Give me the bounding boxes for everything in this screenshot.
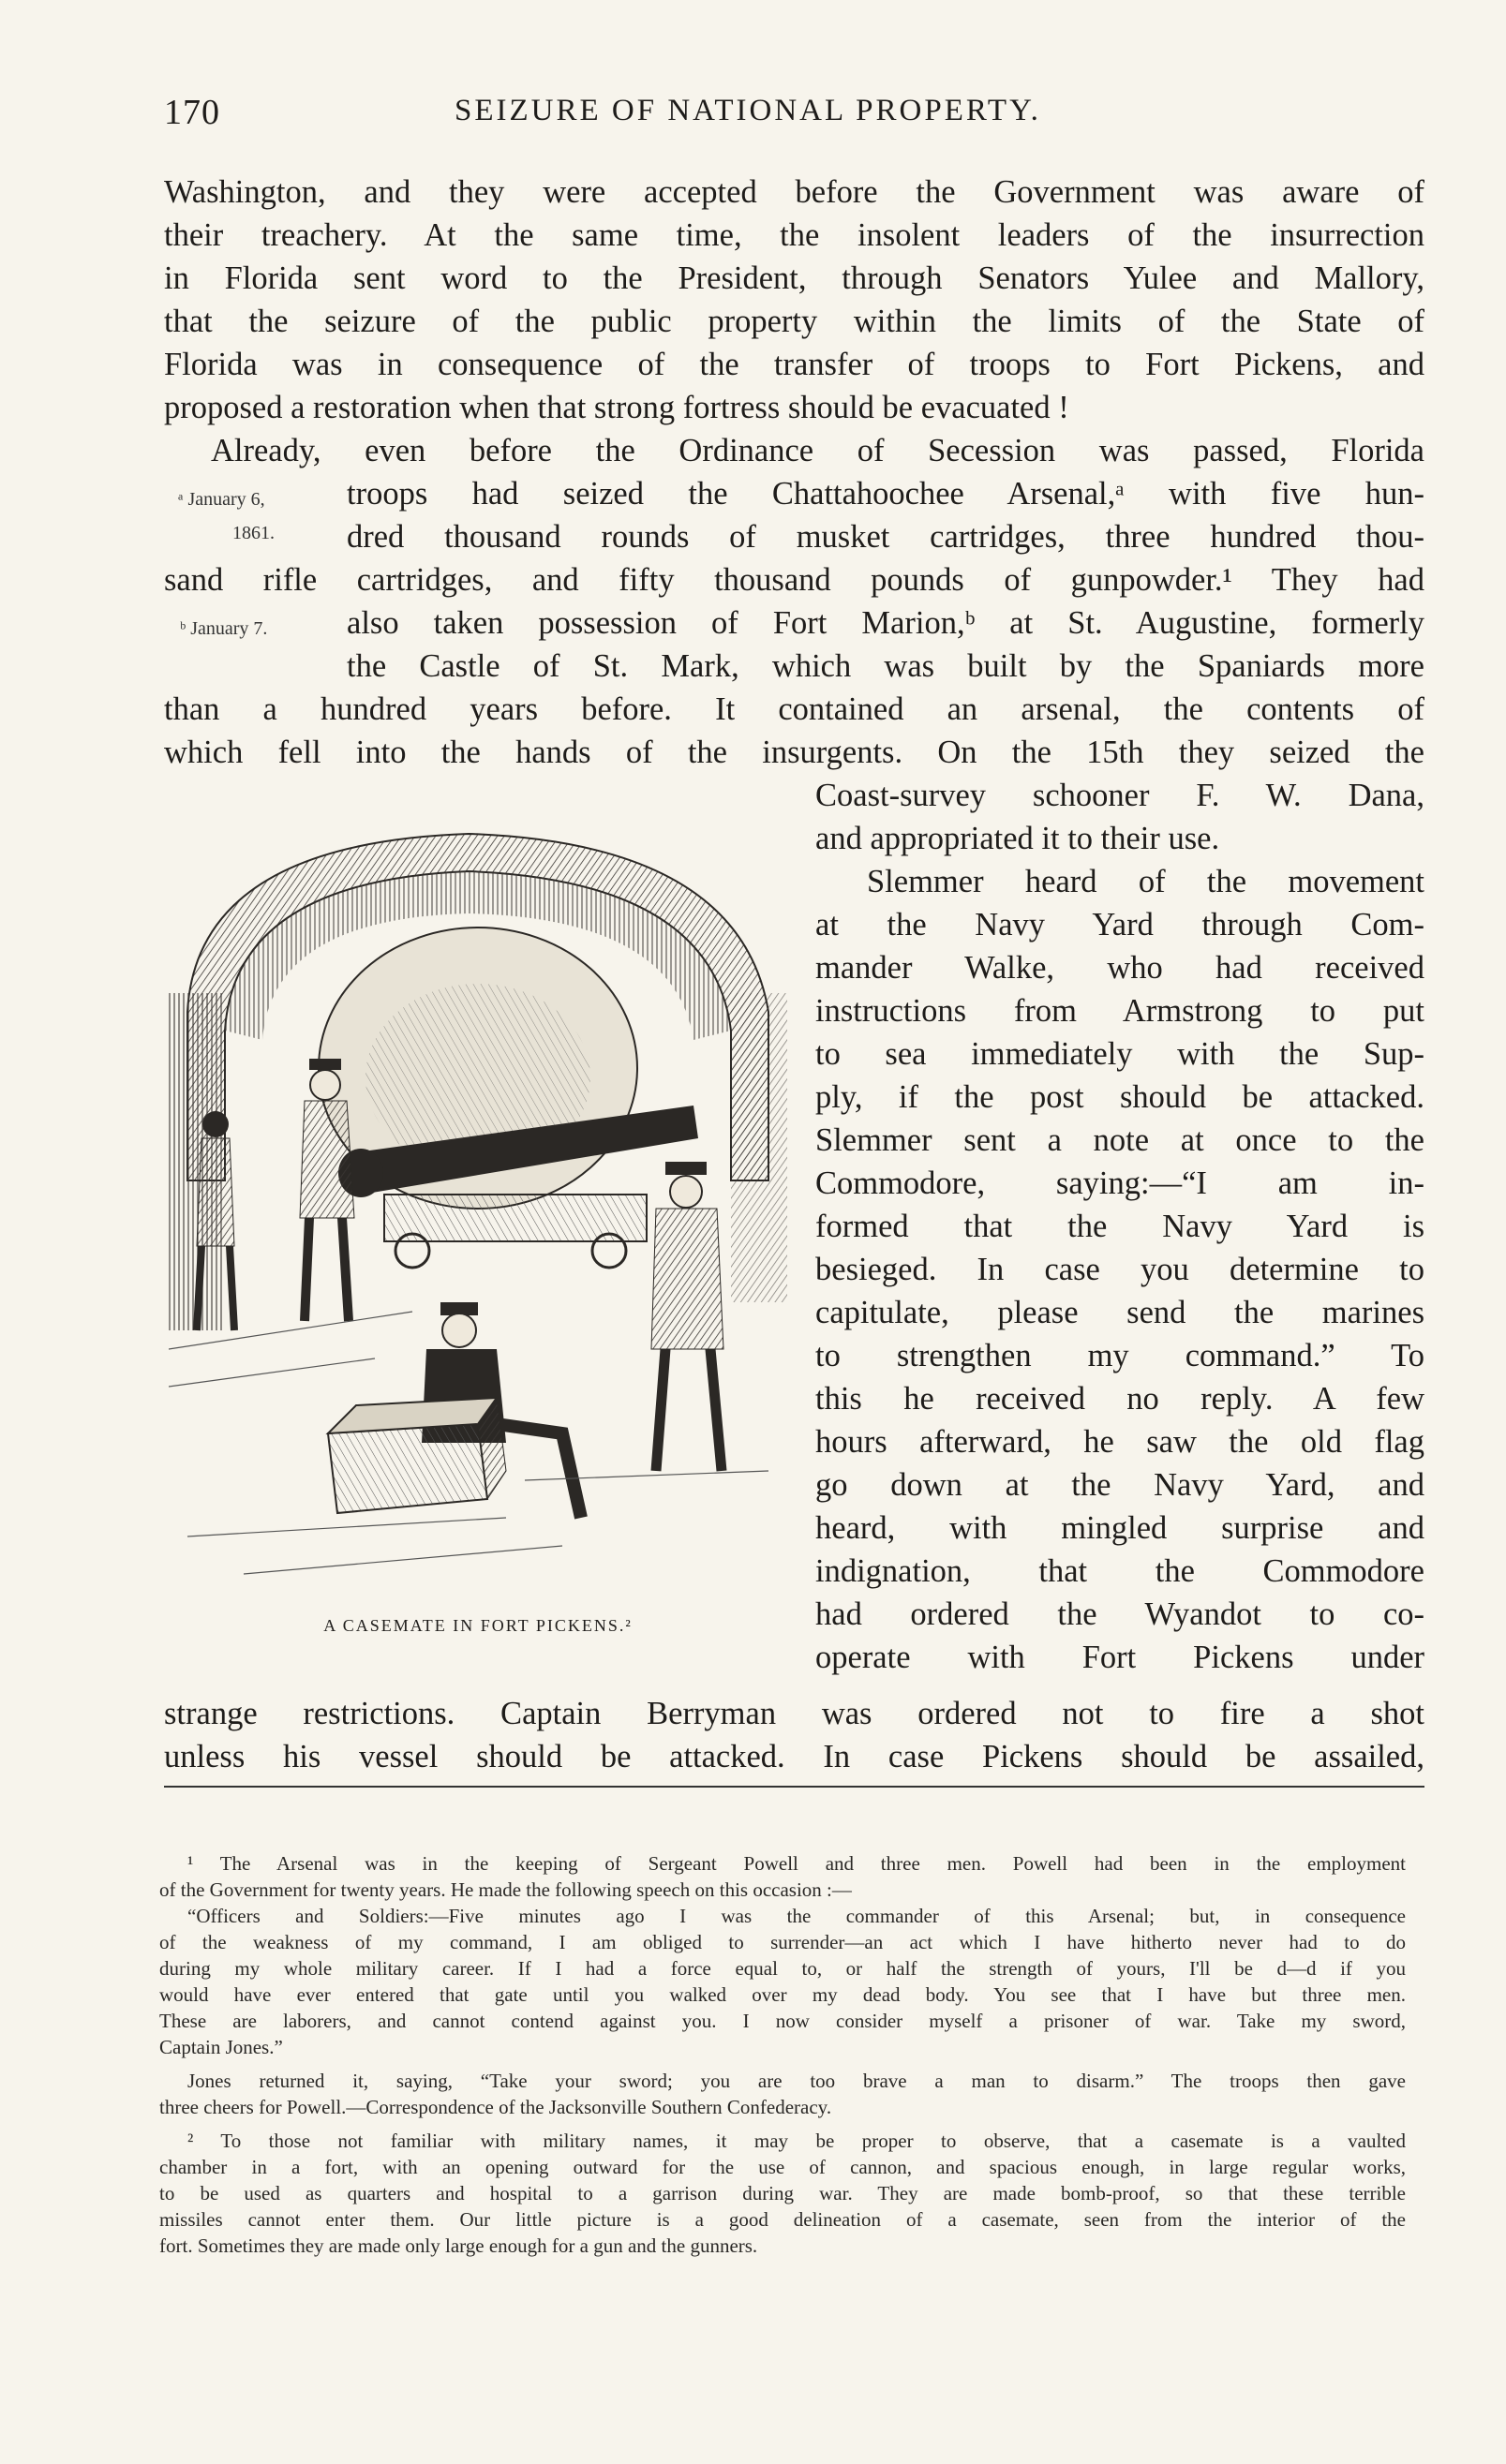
body-line: Washington, and they were accepted before the Government was aware of [164, 174, 1424, 210]
footnote-line: during my whole military career. If I had a force equal to, or half the strength of yours, I'll be d—d if you [159, 1957, 1406, 1980]
column-line: Coast-survey schooner F. W. Dana, [815, 778, 1424, 813]
body-line: their treachery. At the same time, the insolent leaders of the insurrection [164, 217, 1424, 253]
column-line: this he received no reply. A few [815, 1381, 1424, 1417]
margin-note-date: ᵃ January 6, [178, 489, 265, 510]
footnote-line: Jones returned it, saying, “Take your sword; you are too brave a man to disarm.” The troops then gave [187, 2070, 1406, 2092]
column-line: to strengthen my command.” To [815, 1338, 1424, 1373]
running-head [164, 92, 1424, 139]
ammunition-crate [328, 1398, 506, 1513]
footnote-line: ² To those not familiar with military names, it may be proper to observe, that a casemate is a vaulted [187, 2130, 1406, 2152]
footnote-line: of the weakness of my command, I am obliged to surrender—an act which I have hitherto never had to do [159, 1931, 1406, 1953]
column-line: indignation, that the Commodore [815, 1553, 1424, 1589]
body-line: Already, even before the Ordinance of Secession was passed, Florida [211, 433, 1424, 468]
body-line: than a hundred years before. It contained an arsenal, the contents of [164, 691, 1424, 727]
body-line: dred thousand rounds of musket cartridges, three hundred thou- [347, 519, 1424, 555]
footnote-rule [164, 1786, 1424, 1788]
body-line: that the seizure of the public property within the limits of the State of [164, 304, 1424, 339]
column-line: besieged. In case you determine to [815, 1252, 1424, 1287]
footnote-line: of the Government for twenty years. He made the following speech on this occasion :— [159, 1878, 852, 1901]
footnote-line: missiles cannot enter them. Our little picture is a good delineation of a casemate, seen from the interior of the [159, 2208, 1406, 2231]
body-line: also taken possession of Fort Marion,ᵇ at St. Augustine, formerly [347, 605, 1424, 641]
body-line: proposed a restoration when that strong fortress should be evacuated ! [164, 390, 1069, 425]
column-line: operate with Fort Pickens under [815, 1640, 1424, 1675]
margin-note-year: 1861. [232, 523, 275, 543]
body-line: unless his vessel should be attacked. In case Pickens should be assailed, [164, 1739, 1424, 1774]
body-line: in Florida sent word to the President, through Senators Yulee and Mallory, [164, 260, 1424, 296]
page-number: 170 [164, 93, 220, 132]
footnote-line: chamber in a fort, with an opening outward for the use of cannon, and spacious enough, in large regular works, [159, 2156, 1406, 2178]
footnote-line: “Officers and Soldiers:—Five minutes ago I was the commander of this Arsenal; but, in consequence [187, 1905, 1406, 1927]
footnote-line: These are laborers, and cannot contend against you. I now consider myself a prisoner of war. Take my sword, [159, 2010, 1406, 2032]
right-wall [731, 993, 787, 1302]
body-line: troops had seized the Chattahoochee Arsenal,ᵃ with five hun- [347, 476, 1424, 512]
column-line: and appropriated it to their use. [815, 821, 1220, 856]
column-line: heard, with mingled surprise and [815, 1510, 1424, 1546]
column-line: at the Navy Yard through Com- [815, 907, 1424, 943]
column-line: mander Walke, who had received [815, 950, 1424, 986]
figure-caption: A CASEMATE IN FORT PICKENS.² [323, 1616, 633, 1635]
body-line: the Castle of St. Mark, which was built by the Spaniards more [347, 648, 1424, 684]
running-title: SEIZURE OF NATIONAL PROPERTY. [455, 94, 1041, 127]
footnote-line: to be used as quarters and hospital to a garrison during war. They are made bomb-proof, so that these terrible [159, 2182, 1406, 2204]
footnote-line: fort. Sometimes they are made only large enough for a gun and the gunners. [159, 2234, 758, 2257]
body-line: which fell into the hands of the insurgents. On the 15th they seized the [164, 735, 1424, 770]
column-line: formed that the Navy Yard is [815, 1209, 1424, 1244]
body-line: strange restrictions. Captain Berryman was ordered not to fire a shot [164, 1696, 1424, 1731]
column-line: hours afterward, he saw the old flag [815, 1424, 1424, 1460]
margin-note-date: ᵇ January 7. [180, 618, 268, 639]
footnote-line: ¹ The Arsenal was in the keeping of Sergeant Powell and three men. Powell had been in the employment [187, 1852, 1406, 1875]
column-line: Slemmer sent a note at once to the [815, 1122, 1424, 1158]
soldier-right [651, 1162, 723, 1471]
casemate-illustration [169, 824, 787, 1593]
column-line: Commodore, saying:—“I am in- [815, 1165, 1424, 1201]
column-line: go down at the Navy Yard, and [815, 1467, 1424, 1503]
column-line: Slemmer heard of the movement [867, 864, 1424, 899]
column-line: ply, if the post should be attacked. [815, 1079, 1424, 1115]
footnote-line: three cheers for Powell.—Correspondence of the Jacksonville Southern Confederacy. [159, 2096, 832, 2118]
footnote-line: would have ever entered that gate until you walked over my dead body. You see that I have but three men. [159, 1983, 1406, 2006]
casemate-engraving [169, 824, 787, 1593]
body-line: sand rifle cartridges, and fifty thousand pounds of gunpowder.¹ They had [164, 562, 1424, 598]
footnote-line: Captain Jones.” [159, 2036, 283, 2058]
column-line: instructions from Armstrong to put [815, 993, 1424, 1029]
body-line: Florida was in consequence of the transfer of troops to Fort Pickens, and [164, 347, 1424, 382]
column-line: to sea immediately with the Sup- [815, 1036, 1424, 1072]
column-line: had ordered the Wyandot to co- [815, 1596, 1424, 1632]
column-line: capitulate, please send the marines [815, 1295, 1424, 1330]
